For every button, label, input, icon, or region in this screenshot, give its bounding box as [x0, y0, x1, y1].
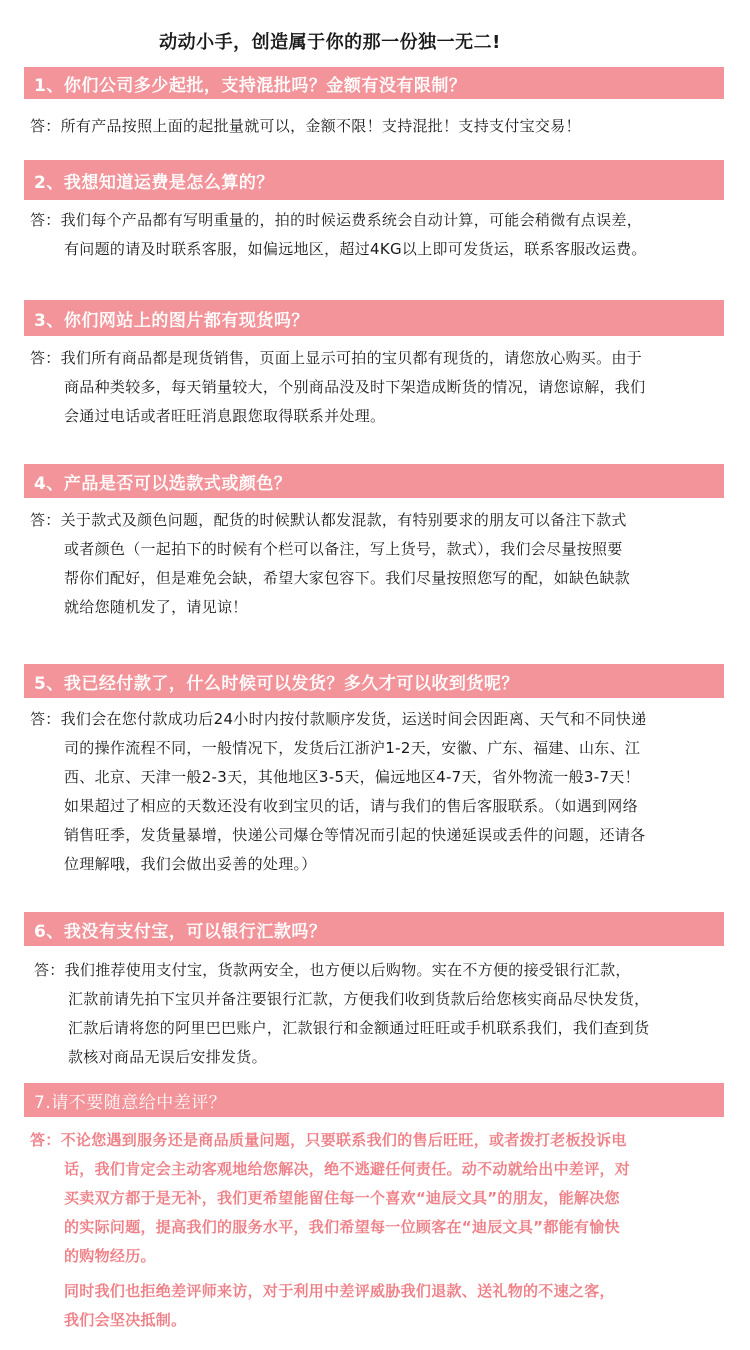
answer-line: 有问题的请及时联系客服，如偏远地区，超过4KG以上即可发货运，联系客服改运费。 — [64, 240, 647, 258]
answer-line: 西、北京、天津一般2-3天，其他地区3-5天，偏远地区4-7天，省外物流一般3-7天！ — [64, 768, 640, 786]
answer-3 — [30, 344, 720, 431]
answer-line: 答：我们会在您付款成功后24小时内按付款顺序发货，运送时间会因距离、天气和不同快递 — [30, 710, 647, 728]
answer-2 — [30, 206, 720, 264]
answer-1 — [30, 112, 720, 141]
answer-line: 位理解哦，我们会做出妥善的处理。） — [64, 855, 317, 873]
answer-line: 汇款后请将您的阿里巴巴账户，汇款银行和金额通过旺旺或手机联系我们，我们查到货 — [68, 1019, 650, 1037]
answer-line: 答：所有产品按照上面的起批量就可以，金额不限！支持混批！支持支付宝交易！ — [30, 117, 581, 135]
question-bar-5: 5、我已经付款了，什么时候可以发货？多久才可以收到货呢？ — [24, 664, 724, 698]
answer-line: 商品种类较多，每天销量较大，个别商品没及时下架造成断货的情况，请您谅解，我们 — [64, 378, 646, 396]
answer-7 — [30, 1126, 720, 1335]
question-bar-1: 1、你们公司多少起批，支持混批吗？金额有没有限制？ — [24, 67, 724, 99]
answer-4 — [30, 506, 720, 622]
answer-line: 就给您随机发了，请见谅！ — [64, 598, 248, 616]
answer-line: 司的操作流程不同，一般情况下，发货后江浙沪1-2天，安徽、广东、福建、山东、江 — [64, 739, 641, 757]
answer-5 — [30, 705, 720, 879]
question-bar-7: 7.请不要随意给中差评？ — [24, 1083, 724, 1117]
answer-line: 同时我们也拒绝差评师来访，对于利用中差评威胁我们退款、送礼物的不速之客， — [64, 1282, 615, 1300]
answer-line: 我们会坚决抵制。 — [64, 1311, 187, 1329]
answer-line: 的实际问题，提高我们的服务水平，我们希望每一位顾客在“迪辰文具”都能有愉快 — [64, 1218, 620, 1236]
answer-6 — [34, 956, 724, 1072]
answer-line: 或者颜色（一起拍下的时候有个栏可以备注，写上货号，款式），我们会尽量按照要 — [64, 540, 623, 558]
question-bar-2: 2、我想知道运费是怎么算的？ — [24, 160, 724, 200]
question-bar-3: 3、你们网站上的图片都有现货吗？ — [24, 300, 724, 336]
answer-line: 销售旺季，发货量暴增，快递公司爆仓等情况而引起的快递延误或丢件的问题，还请各 — [64, 826, 646, 844]
question-bar-4: 4、产品是否可以选款式或颜色？ — [24, 464, 724, 498]
answer-line: 会通过电话或者旺旺消息跟您取得联系并处理。 — [64, 407, 386, 425]
answer-line: 话，我们肯定会主动客观地给您解决，绝不逃避任何责任。动不动就给出中差评，对 — [64, 1160, 631, 1178]
answer-line: 的购物经历。 — [64, 1247, 156, 1265]
answer-line: 帮你们配好，但是难免会缺，希望大家包容下。我们尽量按照您写的配，如缺色缺款 — [64, 569, 631, 587]
answer-line: 如果超过了相应的天数还没有收到宝贝的话，请与我们的售后客服联系。（如遇到网络 — [64, 797, 638, 815]
answer-line: 汇款前请先拍下宝贝并备注要银行汇款，方便我们收到货款后给您核实商品尽快发货， — [68, 990, 650, 1008]
page-title: 动动小手，创造属于你的那一份独一无二! — [159, 32, 501, 53]
answer-line: 答：关于款式及颜色问题，配货的时候默认都发混款，有特别要求的朋友可以备注下款式 — [30, 511, 627, 529]
answer-line: 答：我们每个产品都有写明重量的，拍的时候运费系统会自动计算，可能会稍微有点误差， — [30, 211, 643, 229]
answer-line: 买卖双方都于是无补，我们更希望能留住每一个喜欢“迪辰文具”的朋友，能解决您 — [64, 1189, 620, 1207]
question-bar-6: 6、我没有支付宝，可以银行汇款吗？ — [24, 912, 724, 946]
answer-line: 答：我们所有商品都是现货销售，页面上显示可拍的宝贝都有现货的，请您放心购买。由于 — [30, 349, 643, 367]
answer-line: 款核对商品无误后安排发货。 — [68, 1048, 267, 1066]
answer-line: 答：不论您遇到服务还是商品质量问题，只要联系我们的售后旺旺，或者拨打老板投诉电 — [30, 1131, 627, 1149]
answer-line: 答：我们推荐使用支付宝，货款两安全，也方便以后购物。实在不方便的接受银行汇款， — [34, 961, 631, 979]
